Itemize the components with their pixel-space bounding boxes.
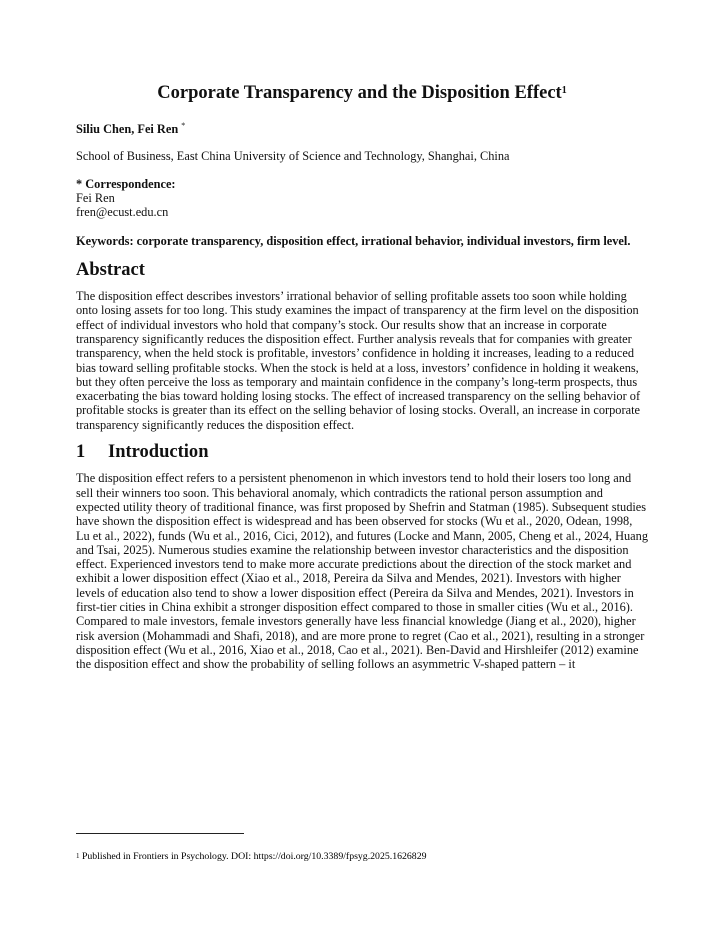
paper-title-text: Corporate Transparency and the Disposition Effect bbox=[157, 83, 562, 103]
correspondence-name: Fei Ren bbox=[76, 190, 115, 205]
introduction-text: The disposition effect refers to a persistent phenomenon in which investors tend to hold their losers too long and sell their winners too soon. This behavioral anomaly, which contradicts the rational person assumption and expected utility theory of traditional finance, was first proposed by Shefrin and Statman (1985). Subsequent studies have shown the disposition effect is widespread and has been observed for stocks (Wu et al., 2020, Odean, 1998, Lu et al., 2022), funds (Wu et al., 2016, Cici, 2012), and futures (Locke and Mann, 2005, Cheng et al., 2024, Huang and Tsai, 2025). Numerous studies examine the relationship between investor characteristics and the disposition effect. Experienced investors tend to make more accurate predictions about the direction of the stock market and exhibit a lower disposition effect (Xiao et al., 2018, Pereira da Silva and Mendes, 2021). Investors with higher levels of education also tend to show a lower disposition effect (Pereira da Silva and Mendes, 2021). Investors in first-tier cities in China exhibit a stronger disposition effect compared to those in smaller cities (Wu et al., 2016). Compared to male investors, female investors generally have less financial knowledge (Jiang et al., 2020), higher risk aversion (Mohammadi and Shafi, 2018), and are more prone to regret (Cao et al., 2021), resulting in a stronger disposition effect (Wu et al., 2016, Xiao et al., 2018, Cao et al., 2021). Ben-David and Hirshleifer (2012) examine the disposition effect and show the probability of selling follows an asymmetric V-shaped pattern – it bbox=[76, 471, 648, 672]
footnote bbox=[76, 851, 427, 863]
paper-title bbox=[76, 82, 648, 104]
abstract-heading: Abstract bbox=[76, 258, 145, 280]
abstract-text: The disposition effect describes investors’ irrational behavior of selling profitable assets too soon while holding onto losing assets for too long. This study examines the impact of transparency at the firm level on the disposition effect of individual investors who hold that company’s stock. Our results show that an increase in corporate transparency significantly reduces the disposition effect. Further analysis reveals that for companies with greater transparency, when the held stock is profitable, investors’ confidence in holding it increases, leading to a reduced bias toward selling profitable stocks. When the stock is held at a loss, investors’ confidence in holding it weakens, but they often perceive the loss as temporary and maintain confidence in the company’s long-term prospects, thus exacerbating the bias toward holding losing stocks. The effect of increased transparency on the selling behavior of profitable stocks is greater than its effect on the selling behavior of losing stocks. Overall, an increase in corporate transparency significantly reduces the disposition effect. bbox=[76, 289, 641, 432]
introduction-heading bbox=[76, 441, 648, 463]
footnote-mark: 1 bbox=[76, 852, 80, 860]
title-footnote-mark: 1 bbox=[561, 85, 567, 96]
corresponding-author-mark: * bbox=[181, 121, 186, 130]
footnote-text: Published in Frontiers in Psychology. DOI: https://doi.org/10.3389/fpsyg.2025.1626829 bbox=[81, 851, 427, 862]
author-list bbox=[76, 122, 648, 136]
affiliation: School of Business, East China University of Science and Technology, Shanghai, China bbox=[76, 149, 510, 164]
footnote-divider bbox=[76, 833, 244, 834]
keywords: Keywords: corporate transparency, disposition effect, irrational behavior, individual investors, firm level. bbox=[76, 234, 631, 249]
correspondence-block bbox=[76, 177, 648, 220]
section-number: 1 bbox=[76, 441, 86, 463]
section-title: Introduction bbox=[108, 441, 209, 463]
correspondence-email: fren@ecust.edu.cn bbox=[76, 205, 169, 220]
correspondence-heading: * Correspondence: bbox=[76, 176, 176, 191]
author-names: Siliu Chen, Fei Ren bbox=[76, 122, 179, 136]
